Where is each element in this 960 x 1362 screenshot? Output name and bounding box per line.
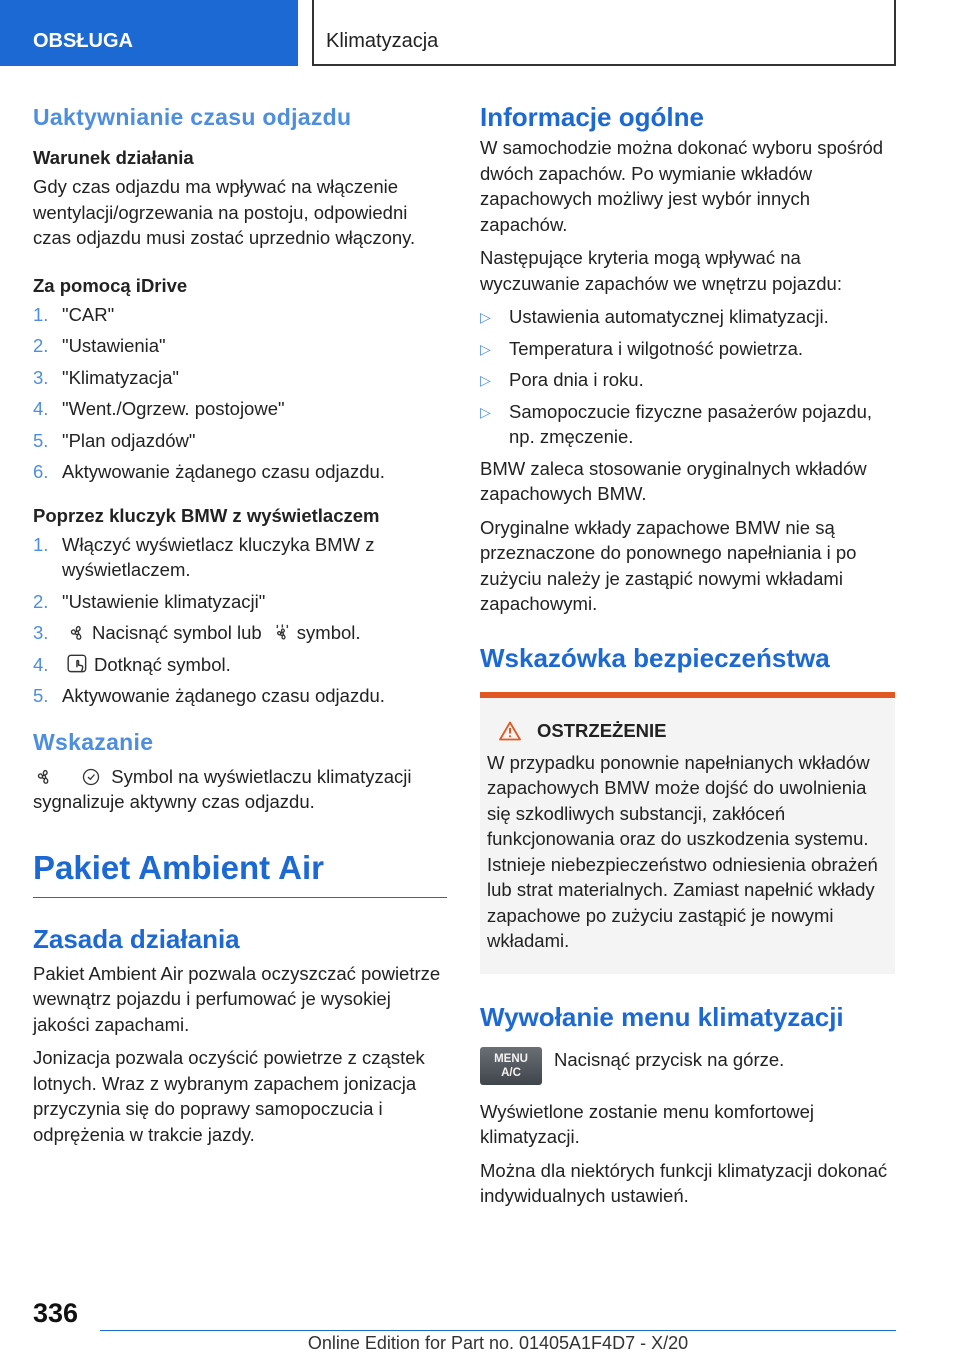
list-item: 2. "Ustawienie klimatyzacji" [33, 590, 266, 612]
page-number: 336 [33, 1298, 79, 1328]
list-item: ▷ Ustawienia automatycznej klimatyzacji. [480, 304, 895, 330]
paragraph-general-4: Oryginalne wkłady zapachowe BMW nie są przeznaczone do ponownego napełniania i po zużyciu należy je zastąpić nowymi wkładami zapachowymi. [480, 516, 857, 614]
warning-text: W przypadku ponownie napełnianych wkładów zapachowych BMW może dojść do uwolnienia się szkodliwych substancji, zakłóceń funkcjonowania oraz do uszkodzenia systemu. Istnieje niebezpieczeństwo odniesienia obrażeń lub strat materialnych. Zamiast napełnić wkłady zapachowe po zużyciu zastąpić je nowymi wkładami. [487, 751, 878, 951]
section-tab[interactable]: OBSŁUGA [0, 0, 298, 66]
heading-safety: Wskazówka bezpieczeństwa [480, 642, 830, 673]
footer-divider [100, 1330, 896, 1331]
menu-ac-button[interactable]: MENU A/C [480, 1047, 542, 1085]
triangle-bullet-icon: ▷ [480, 372, 491, 388]
menu-button-row [480, 1045, 895, 1085]
warning-title: OSTRZEŻENIE [487, 720, 885, 742]
list-item: ▷ Pora dnia i roku. [480, 367, 895, 393]
heading-condition: Warunek działania [33, 147, 194, 168]
warning-triangle-icon [499, 721, 521, 741]
list-item: ▷ Samopoczucie fizyczne pasażerów pojazdu, np. zmęczenie. [480, 400, 872, 447]
paragraph-general-2: Następujące kryteria mogą wpływać na wyczuwanie zapachów we wnętrzu pojazdu: [480, 247, 842, 294]
heading-idrive: Za pomocą iDrive [33, 274, 188, 296]
page-header [0, 0, 960, 66]
paragraph-menu-3: Można dla niektórych funkcji klimatyzacji dokonać indywidualnych ustawień. [480, 1159, 888, 1206]
paragraph-principle-2: Jonizacja pozwala oczyścić powietrze z cząstek lotnych. Wraz z wybranym zapachem jonizacja przyczynia się do poprawy samopoczucia i odprężenia w trakcie jazdy. [33, 1047, 425, 1145]
touch-symbol-icon [66, 654, 90, 674]
heading-ambient-air: Pakiet Ambient Air [33, 849, 447, 898]
paragraph-menu-2: Wyświetlone zostanie menu komfortowej klimatyzacji. [480, 1100, 815, 1147]
list-item: 5. Aktywowanie żądanego czasu odjazdu. [33, 685, 385, 706]
clock-icon [80, 768, 102, 786]
idrive-steps-list [33, 302, 447, 485]
heading-principle: Zasada działania [33, 923, 240, 954]
right-column [480, 102, 895, 1217]
list-item: 4. "Went./Ogrzew. postojowe" [33, 398, 285, 419]
paragraph-general-1: W samochodzie można dokonać wyboru spośród dwóch zapachów. Po wymianie wkładów zapachowych możliwy jest wybór innych zapachów. [480, 137, 884, 235]
paragraph-principle-1: Pakiet Ambient Air pozwala oczyszczać powietrze wewnątrz pojazdu i perfumować je wysokiej jakości zapachami. [33, 962, 441, 1035]
chapter-title: Klimatyzacja [312, 0, 896, 66]
key-steps-list [33, 532, 447, 709]
triangle-bullet-icon: ▷ [480, 403, 491, 420]
list-item: 4. Dotknąć symbol. [33, 653, 231, 675]
heading-departure-activation: Uaktywnianie czasu odjazdu [33, 104, 352, 130]
heading-general-info: Informacje ogólne [480, 102, 704, 132]
triangle-bullet-icon: ▷ [480, 340, 491, 357]
list-item: 1. Włączyć wyświetlacz kluczyka BMW z wyświetlaczem. [33, 533, 375, 580]
left-column [33, 98, 447, 1155]
list-item: 1. "CAR" [33, 303, 115, 325]
heading-display-key: Poprzez kluczyk BMW z wyświetlaczem [33, 504, 380, 526]
heading-hint: Wskazanie [33, 728, 154, 755]
triangle-bullet-icon: ▷ [480, 309, 491, 325]
paragraph-hint: Symbol na wyświetlaczu klimatyzacji sygnalizuje aktywny czas odjazdu. [33, 765, 412, 812]
paragraph-general-3: BMW zaleca stosowanie oryginalnych wkładów zapachowych BMW. [480, 457, 867, 504]
ventilation-fan-icon [33, 768, 55, 786]
warning-box [480, 692, 895, 974]
list-item: ▷ Temperatura i wilgotność powietrza. [480, 336, 895, 362]
list-item: 6. Aktywowanie żądanego czasu odjazdu. [33, 461, 385, 482]
paragraph-condition: Gdy czas odjazdu ma wpływać na włączenie wentylacji/ogrzewania na postoju, odpowiedni czas odjazdu musi zostać uprzednio włączony. [33, 176, 416, 248]
footer-edition: Online Edition for Part no. 01405A1F4D7 - X/20 [307, 1333, 689, 1353]
list-item: 2. "Ustawienia" [33, 335, 166, 356]
heading-climate-menu: Wywołanie menu klimatyzacji [480, 1001, 844, 1032]
ventilation-fan-icon [66, 624, 88, 642]
list-item: 5. "Plan odjazdów" [33, 429, 196, 451]
paragraph-menu-1: Nacisnąć przycisk na górze. [554, 1048, 785, 1070]
list-item: 3. Nacisnąć symbol lub symbol. [33, 622, 361, 643]
heating-fan-icon [271, 624, 293, 642]
list-item: 3. "Klimatyzacja" [33, 366, 179, 388]
criteria-list [480, 304, 895, 450]
